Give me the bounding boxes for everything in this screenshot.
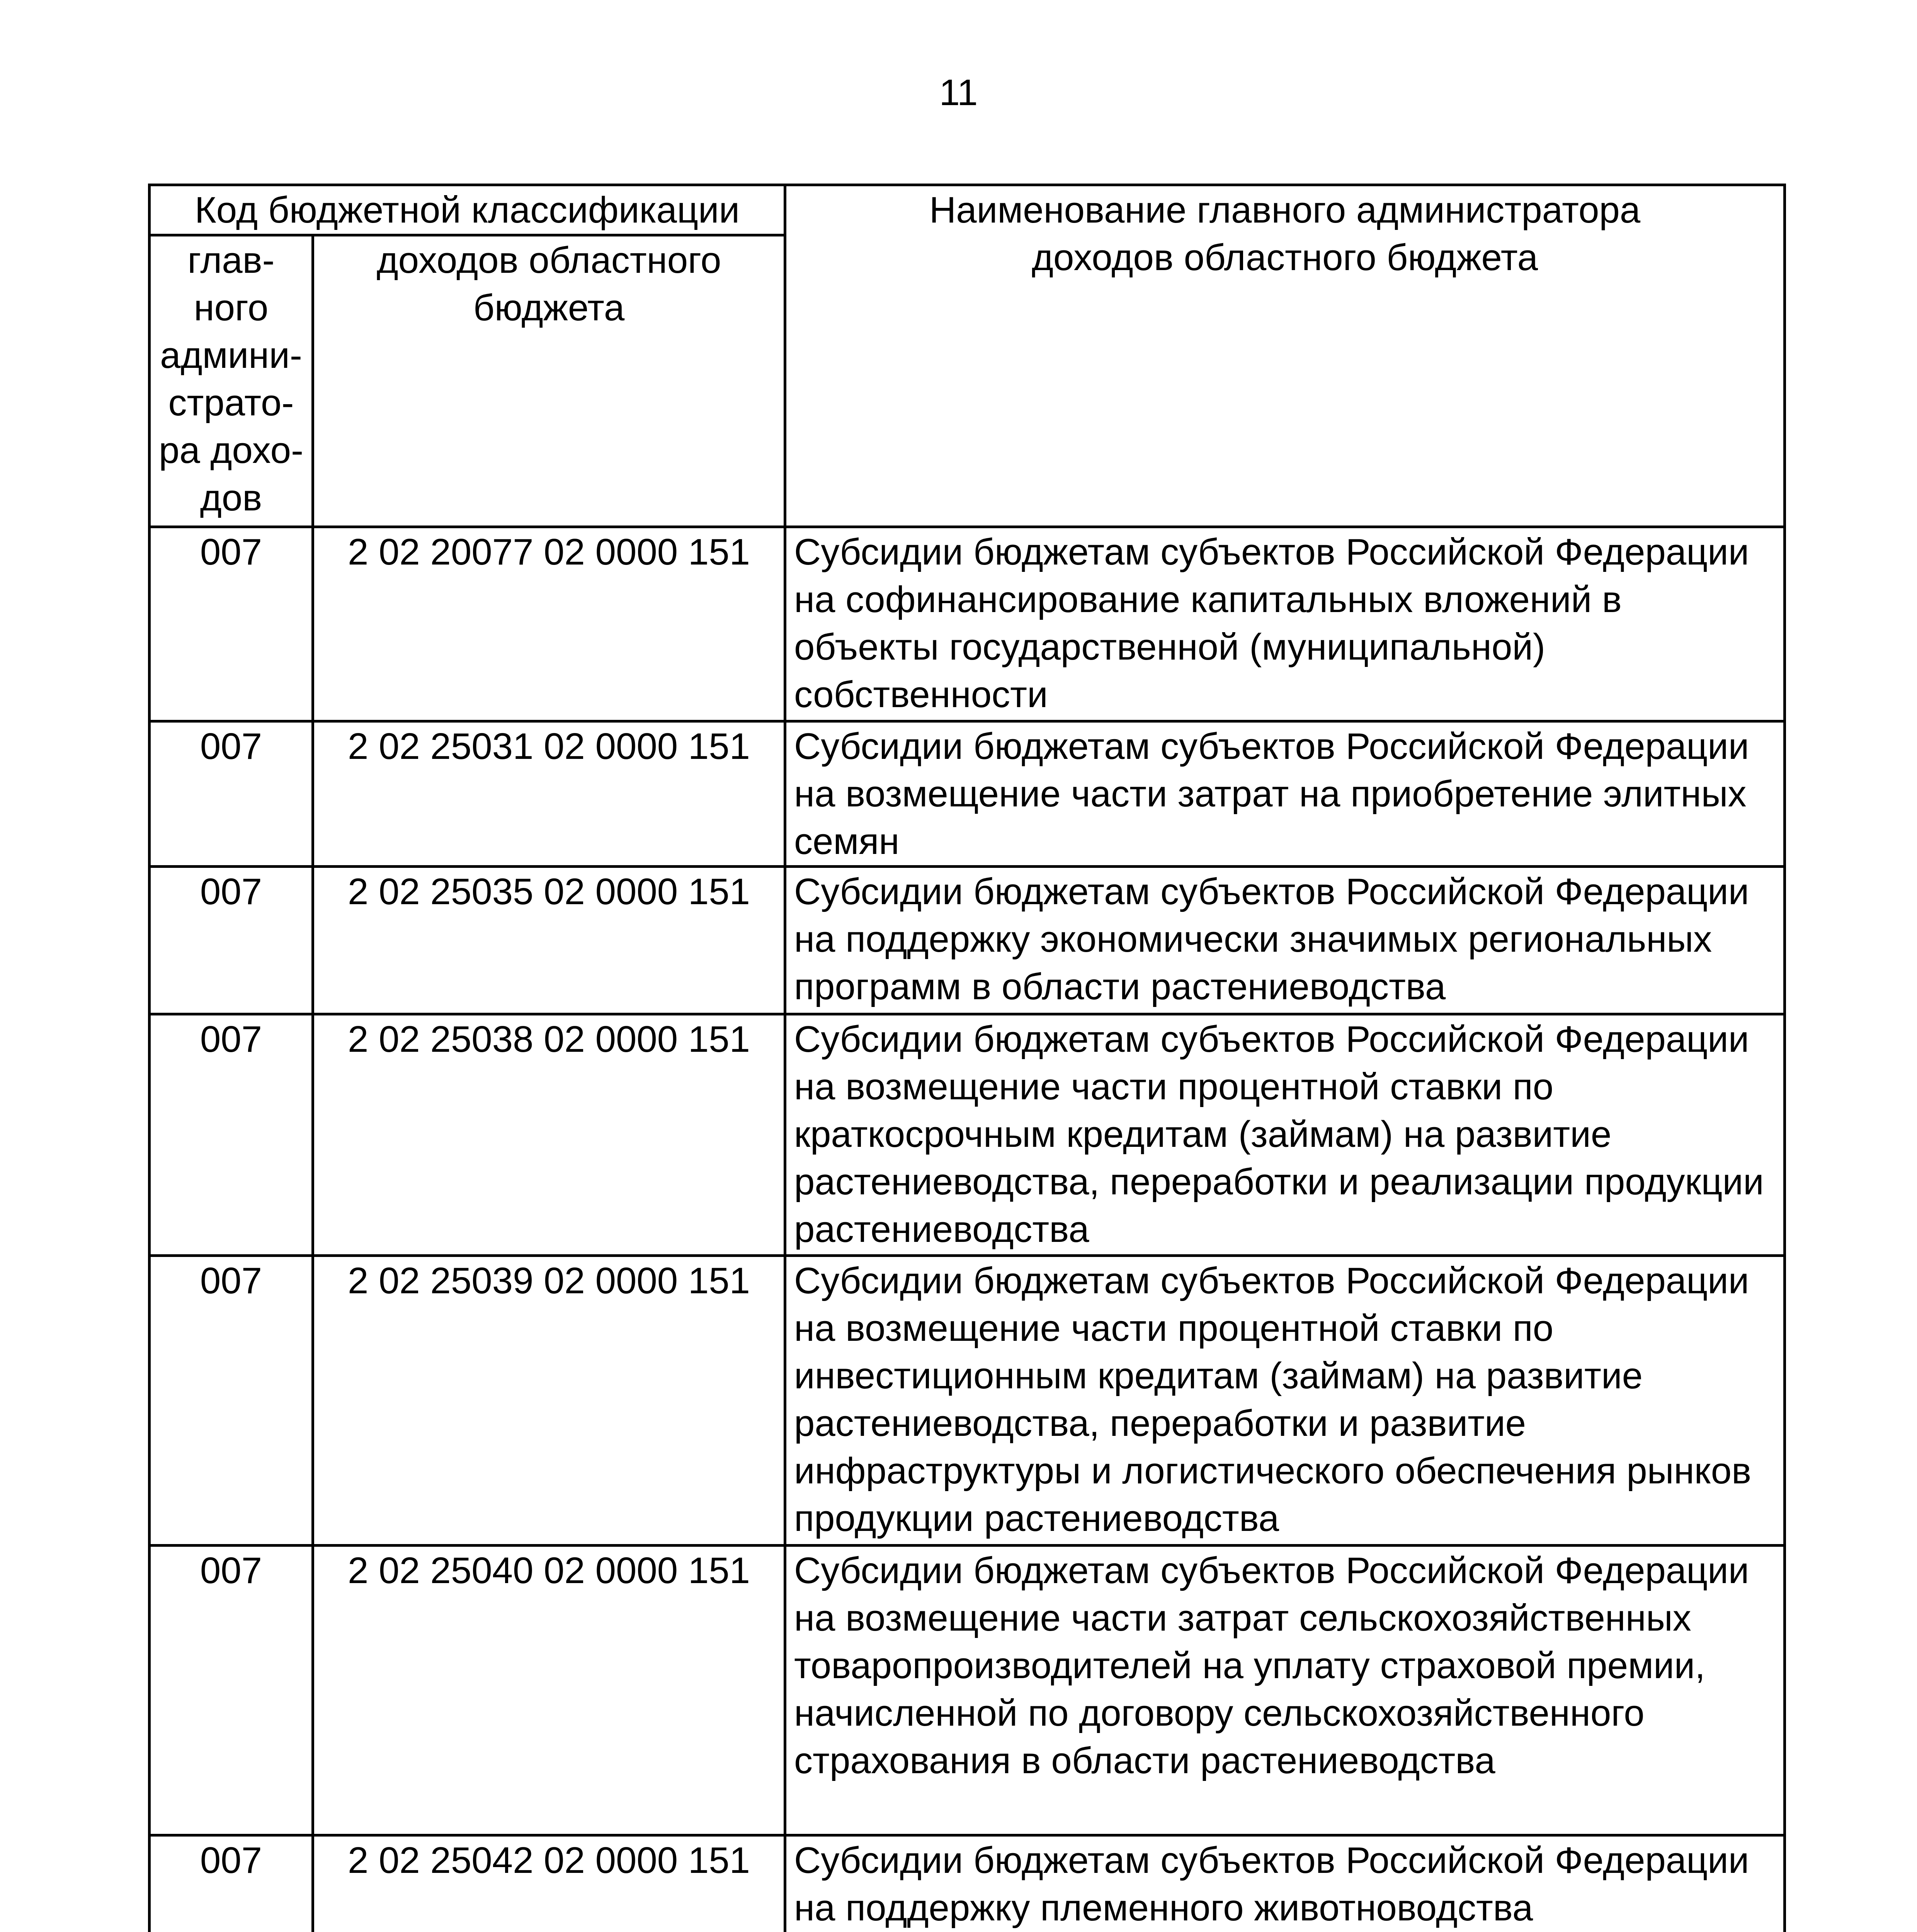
income-code-cell: 2 02 25042 02 0000 151	[313, 1835, 785, 1932]
table-row	[150, 867, 1785, 1014]
header-administrator-name-text: Наименование главного администратора доходов областного бюджета	[929, 189, 1641, 278]
table-row	[150, 1256, 1785, 1546]
admin-code-cell: 007	[150, 527, 313, 721]
administrator-name-cell: Субсидии бюджетам субъектов Российской Федерации на возмещение части процентной ставки по краткосрочным кредитам (займам) на развитие растениеводства, переработки и реализации продукции растениеводства	[785, 1014, 1785, 1256]
income-code-cell: 2 02 25035 02 0000 151	[313, 867, 785, 1014]
admin-code-cell: 007	[150, 867, 313, 1014]
administrator-name-cell: Субсидии бюджетам субъектов Российской Федерации на возмещение части процентной ставки по инвестиционным кредитам (займам) на развитие растениеводства, переработки и развитие инфраструктуры и логистического обеспечения рынков продукции растениеводства	[785, 1256, 1785, 1546]
table-row	[150, 1014, 1785, 1256]
header-chief-administrator	[150, 235, 313, 527]
administrator-name-cell: Субсидии бюджетам субъектов Российской Федерации на возмещение части затрат на приобретение элитных семян	[785, 721, 1785, 867]
income-code-cell: 2 02 20077 02 0000 151	[313, 527, 785, 721]
admin-code-cell: 007	[150, 1256, 313, 1546]
table-row	[150, 1835, 1785, 1932]
admin-code-cell: 007	[150, 1014, 313, 1256]
header-chief-administrator-text: глав- ного админи- страто- ра дохо- дов	[158, 240, 304, 519]
header-regional-budget-income-text: доходов областного бюджета	[376, 240, 721, 328]
table-row	[150, 721, 1785, 867]
administrator-name-cell: Субсидии бюджетам субъектов Российской Федерации на софинансирование капитальных вложений в объекты государственной (муниципальной) собственности	[785, 527, 1785, 721]
header-budget-classification-code: Код бюджетной классификации	[150, 185, 785, 235]
budget-classification-table	[148, 184, 1786, 1932]
header-administrator-name	[785, 185, 1785, 527]
table-header-row-group	[150, 185, 1785, 235]
admin-code-cell: 007	[150, 1546, 313, 1835]
income-code-cell: 2 02 25031 02 0000 151	[313, 721, 785, 867]
page-number: 11	[939, 72, 978, 113]
admin-code-cell: 007	[150, 721, 313, 867]
administrator-name-cell: Субсидии бюджетам субъектов Российской Федерации на возмещение части затрат сельскохозяйственных товаропроизводителей на уплату страховой премии, начисленной по договору сельскохозяйственного страхования в области растениеводства	[785, 1546, 1785, 1835]
admin-code-cell: 007	[150, 1835, 313, 1932]
income-code-cell: 2 02 25040 02 0000 151	[313, 1546, 785, 1835]
income-code-cell: 2 02 25039 02 0000 151	[313, 1256, 785, 1546]
table-row	[150, 1546, 1785, 1835]
table-row	[150, 527, 1785, 721]
header-regional-budget-income	[313, 235, 785, 527]
administrator-name-cell: Субсидии бюджетам субъектов Российской Федерации на поддержку экономически значимых региональных программ в области растениеводства	[785, 867, 1785, 1014]
administrator-name-cell: Субсидии бюджетам субъектов Российской Федерации на поддержку племенного животноводства	[785, 1835, 1785, 1932]
income-code-cell: 2 02 25038 02 0000 151	[313, 1014, 785, 1256]
